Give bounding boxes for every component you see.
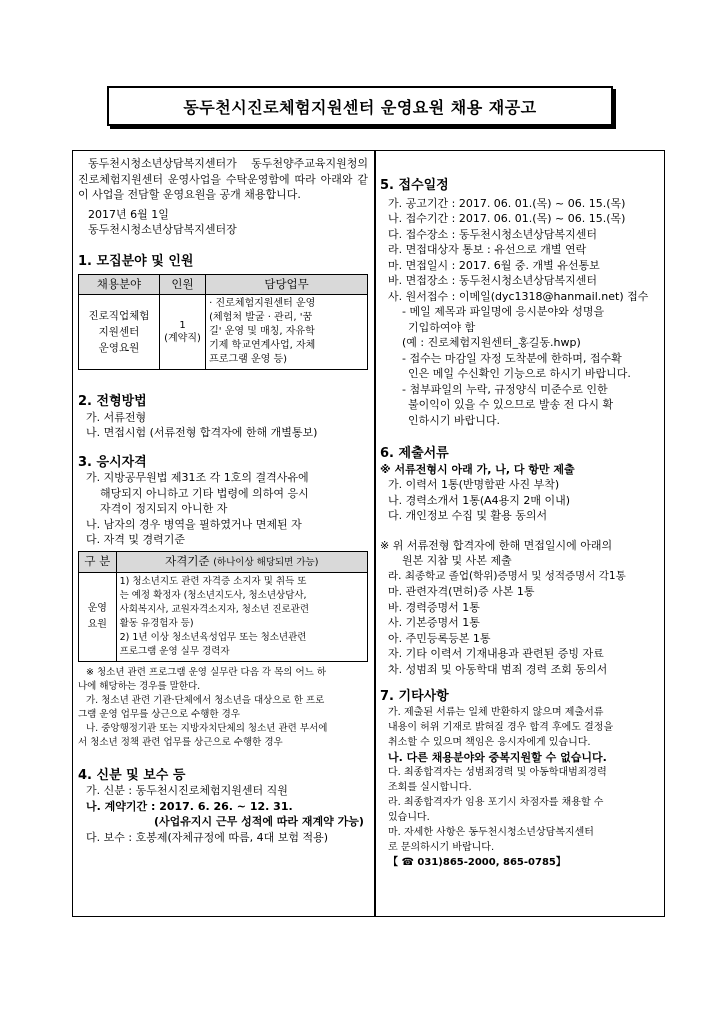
s5-item: 다. 접수장소 : 동두천시청소년상담복지센터 xyxy=(388,227,597,241)
duty-line: · 진로체험지원센터 운영 xyxy=(209,298,316,309)
s4-a: 가. 신분 : 동두천시진로체험지원센터 직원 xyxy=(86,784,288,797)
s6-item: 나. 경력소개서 1통(A4용지 2매 이내) xyxy=(388,493,571,507)
note-line: 나에 해당하는 경우를 말한다. xyxy=(78,680,201,692)
section-3-heading: 3. 응시자격 xyxy=(78,454,147,470)
s4-c: 다. 보수 : 호봉제(자체규정에 따름, 4대 보험 적용) xyxy=(86,830,329,844)
s3-c: 다. 자격 및 경력기준 xyxy=(86,533,185,546)
s5-sub: 인은 메일 수신확인 기능으로 하시기 바랍니다. xyxy=(408,367,631,380)
category-cell xyxy=(79,572,117,661)
s6-item: 바. 경력증명서 1통 xyxy=(388,600,480,614)
s5-sub: 인하시기 바랍니다. xyxy=(408,413,501,427)
intro-paragraph: 동두천시청소년상담복지센터가 동두천양주교육지원청의 진로체험지원센터 운영사업을 수탁운영함에 따라 아래와 같이 사업을 전담할 운영요원을 공개 채용합니다. xyxy=(78,157,368,201)
s5-item: 가. 공고기간 : 2017. 06. 01.(목) ~ 06. 15.(목) xyxy=(388,196,626,210)
section-4-heading: 4. 신분 및 보수 등 xyxy=(78,767,186,783)
table-row xyxy=(79,572,368,661)
s6-note2: ※ 위 서류전형 합격자에 한해 면접일시에 아래의 xyxy=(380,538,613,552)
s6-item: 차. 성범죄 및 아동학대 범죄 경력 조회 동의서 xyxy=(388,662,608,676)
s5-sub: 불이익이 있을 수 있으므로 발송 전 다시 확 xyxy=(408,398,614,411)
s7-line: 취소할 수 있으며 책임은 응시자에게 있습니다. xyxy=(388,736,591,748)
intro xyxy=(78,156,368,238)
criteria-line: 프로그램 운영 실무 경력자 xyxy=(119,645,230,657)
s4-b-note: (사업유지시 근무 성적에 따라 재계약 가능) xyxy=(154,815,364,828)
s7-line: 내용이 허위 기재로 밝혀질 경우 합격 후에도 결정을 xyxy=(388,721,614,733)
col-header-count: 인원 xyxy=(159,275,205,295)
s7-line: 마. 자세한 사항은 동두천시청소년상담복지센터 xyxy=(388,826,594,838)
intro-org: 동두천시청소년상담복지센터장 xyxy=(88,223,237,236)
s5-item: 나. 접수기간 : 2017. 06. 01.(목) ~ 06. 15.(목) xyxy=(388,212,626,225)
s4-b: 나. 계약기간 : 2017. 6. 26. ~ 12. 31. xyxy=(86,799,293,813)
recruitment-table xyxy=(78,274,368,370)
table-row xyxy=(79,295,368,370)
duty-line: 기제 학교연계사업, 자체 xyxy=(209,340,316,351)
s6-item: 자. 기타 이력서 기재내용과 관련된 증빙 자료 xyxy=(388,647,604,660)
s7-line: 나. 다른 채용분야와 중복지원할 수 없습니다. xyxy=(388,750,607,764)
count-cell xyxy=(159,295,205,370)
note-line: 나. 중앙행정기관 또는 지방자치단체의 청소년 관련 부서에 xyxy=(86,722,328,734)
section-6-heading: 6. 제출서류 xyxy=(380,446,449,461)
field-cell xyxy=(79,295,160,370)
col-header-duty: 담당업무 xyxy=(206,275,368,295)
right-column xyxy=(380,156,660,870)
criteria-subtitle: (하나이상 해당되면 가능) xyxy=(213,556,319,568)
s2-item: 가. 서류전형 xyxy=(86,410,147,424)
s5-item: 사. 원서접수 : 이메일(dyc1318@hanmail.net) 접수 xyxy=(388,289,649,303)
s7-line: 가. 제출된 서류는 일체 반환하지 않으며 제출서류 xyxy=(388,706,604,718)
criteria-title: 자격기준 xyxy=(165,553,210,568)
s3-b: 나. 남자의 경우 병역을 필하였거나 면제된 자 xyxy=(86,517,302,531)
duty-line: 프로그램 운영 등) xyxy=(209,354,288,365)
s6-note2: 원본 지참 및 사본 제출 xyxy=(402,554,512,567)
col-header-field: 채용분야 xyxy=(79,275,160,295)
s6-item: 가. 이력서 1통(반명함판 사진 부착) xyxy=(388,478,560,491)
col-header-criteria xyxy=(116,551,367,572)
s7-line: 다. 최종합격자는 성범죄경력 및 아동학대범죄경력 xyxy=(388,766,607,778)
col-header-category: 구 분 xyxy=(79,551,117,572)
s3-a: 가. 지방공무원법 제31조 각 1호의 결격사유에 xyxy=(86,471,309,484)
s6-item: 아. 주민등록등본 1통 xyxy=(388,631,491,645)
s5-sub: 기입하여야 함 xyxy=(408,320,476,334)
s5-sub: (예 : 진로체험지원센터_홍길동.hwp) xyxy=(402,336,581,349)
category-line: 요원 xyxy=(87,618,107,630)
criteria-line: 1) 청소년지도 관련 자격증 소지자 및 취득 또 xyxy=(119,575,307,587)
section-2-heading: 2. 전형방법 xyxy=(78,394,147,409)
field-line: 지원센터 xyxy=(98,326,140,338)
s3-notes xyxy=(78,666,368,750)
s5-sub: - 첨부파일의 누락, 규정양식 미준수로 인한 xyxy=(402,382,608,396)
s5-sub: - 메일 제목과 파일명에 응시분야와 성명을 xyxy=(402,305,605,318)
note-line: 그램 운영 업무를 상근으로 수행한 경우 xyxy=(78,708,240,720)
s7-line: 라. 최종합격자가 임용 포기시 차점자를 채용할 수 xyxy=(388,796,604,808)
section-5-heading: 5. 접수일정 xyxy=(380,178,449,193)
criteria-line: 2) 1년 이상 청소년육성업무 또는 청소년관련 xyxy=(119,631,307,643)
note-line: 가. 청소년 관련 기관·단체에서 청소년을 대상으로 한 프로 xyxy=(86,694,325,706)
s6-item: 다. 개인정보 수집 및 활용 동의서 xyxy=(388,509,548,522)
s3-a: 해당되지 아니하고 기타 법령에 의하여 응시 xyxy=(100,486,309,500)
s6-item: 사. 기본증명서 1통 xyxy=(388,616,480,629)
page-title: 동두천시진로체험지원센터 운영요원 채용 재공고 xyxy=(107,86,613,126)
note-line: 서 청소년 정책 관련 업무를 상근으로 수행한 경우 xyxy=(78,736,283,748)
duty-cell xyxy=(206,295,368,370)
criteria-cell xyxy=(116,572,367,661)
field-line: 운영요원 xyxy=(98,342,140,354)
criteria-line: 는 예정 확정자 (청소년지도사, 청소년상담사, xyxy=(119,589,307,601)
field-line: 진로직업체험 xyxy=(88,310,150,322)
contact-phone: 【 ☎ 031)865-2000, 865-0785】 xyxy=(388,856,566,868)
section-1-heading: 1. 모집분야 및 인원 xyxy=(78,253,194,269)
s5-item: 라. 면접대상자 통보 : 유선으로 개별 연락 xyxy=(388,243,587,256)
column-divider xyxy=(374,150,376,917)
s7-line: 조회를 실시합니다. xyxy=(388,781,472,793)
table-header-row xyxy=(79,275,368,295)
table-header-row xyxy=(79,551,368,572)
note-line: ※ 청소년 관련 프로그램 운영 실무란 다음 각 목의 어느 하 xyxy=(86,666,327,678)
intro-date: 2017년 6월 1일 xyxy=(88,207,169,221)
s7-line: 로 문의하시기 바랍니다. xyxy=(388,841,495,853)
s6-note1: ※ 서류전형시 아래 가, 나, 다 항만 제출 xyxy=(380,462,575,476)
category-line: 운영 xyxy=(87,602,107,614)
s5-item: 마. 면접일시 : 2017. 6월 중. 개별 유선통보 xyxy=(388,258,600,272)
s5-item: 바. 면접장소 : 동두천시청소년상담복지센터 xyxy=(388,274,597,287)
s2-item: 나. 면접시험 (서류전형 합격자에 한해 개별통보) xyxy=(86,426,318,439)
s6-item: 마. 관련자격(면허)증 사본 1통 xyxy=(388,585,535,598)
left-column xyxy=(78,156,368,845)
s7-line: 있습니다. xyxy=(388,811,430,823)
duty-line: (체험처 발굴 · 관리, '꿈 xyxy=(209,312,313,323)
criteria-line: 활동 유경험자 등) xyxy=(119,617,194,629)
criteria-line: 사회복지사, 교원자격소지자, 청소년 진로관련 xyxy=(119,603,310,615)
duty-line: 길' 운영 및 매칭, 자유학 xyxy=(209,326,315,337)
section-7-heading: 7. 기타사항 xyxy=(380,689,449,704)
qualification-table xyxy=(78,551,368,662)
s5-sub: - 접수는 마감일 자정 도착분에 한하며, 접수확 xyxy=(402,351,622,365)
s3-a: 자격이 정지되지 아니한 자 xyxy=(100,502,228,515)
s5-list xyxy=(380,196,660,429)
count-value: 1 xyxy=(179,320,186,331)
s6-item: 라. 최종학교 졸업(학위)증명서 및 성적증명서 각1통 xyxy=(388,569,626,582)
s7-list xyxy=(380,705,660,870)
count-note: (계약직) xyxy=(164,333,201,344)
